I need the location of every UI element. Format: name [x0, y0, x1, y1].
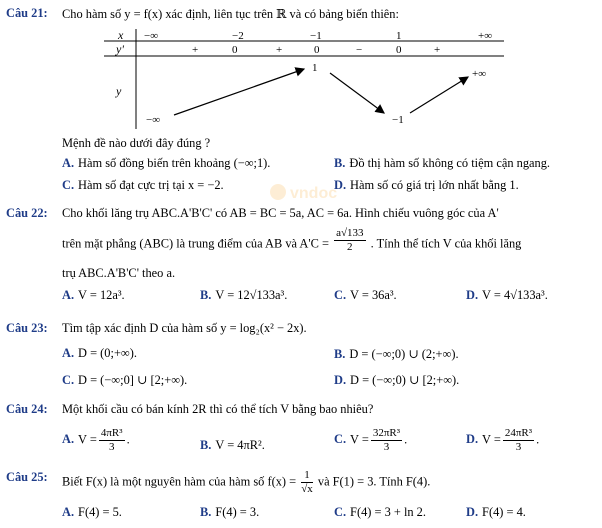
question-label: Câu 21: [6, 6, 48, 20]
variation-table [104, 29, 504, 129]
row-label-x: x [118, 29, 124, 42]
question-label: Câu 24: [6, 402, 48, 416]
option-d[interactable]: D. V = $\frac{\text{24πR³}}{3}$ . [466, 427, 540, 453]
row-label-y: y [116, 84, 122, 98]
fraction: $\frac{a√133}{2}$ [336, 227, 364, 253]
row-label-yprime: y' [116, 42, 124, 56]
option-d[interactable]: D. D = (−∞;0) ∪ [2;+∞). [334, 373, 460, 387]
x-value: +∞ [478, 30, 493, 42]
sign: 0 [396, 44, 402, 56]
sign: 0 [314, 44, 320, 56]
option-a[interactable]: A. D = (0;+∞). [62, 346, 137, 360]
sign: + [192, 44, 199, 56]
sign: 0 [232, 44, 238, 56]
y-value: 1 [312, 62, 318, 74]
question-stem-line: trên mặt phẳng (ABC) là trung điểm của AB và A'C = $\frac{a√133}{2}$ . Tính thể tích V của khối lăng [62, 227, 522, 253]
decrease-arrow [330, 73, 384, 113]
sign: + [434, 44, 441, 56]
x-value: −1 [310, 30, 322, 42]
option-a[interactable]: A. V = $\frac{\text{4πR³}}{3}$ . [62, 427, 130, 453]
option-a[interactable]: A. V = 12a³. [62, 288, 125, 302]
watermark-logo [268, 180, 358, 204]
question-label: Câu 23: [6, 321, 48, 335]
option-d[interactable]: D. Hàm số có giá trị lớn nhất bằng 1. [334, 178, 519, 192]
sign: − [356, 44, 363, 56]
y-value: +∞ [472, 68, 487, 80]
option-d[interactable]: D. F(4) = 4. [466, 505, 526, 519]
sign: + [276, 44, 283, 56]
question-label: Câu 25: [6, 470, 48, 484]
option-b[interactable]: B. V = 4πR². [200, 438, 265, 452]
option-c[interactable]: C. D = (−∞;0] ∪ [2;+∞). [62, 373, 188, 387]
fraction: $\frac{1}{√x}$ [301, 469, 313, 495]
option-b[interactable]: B. D = (−∞;0) ∪ (2;+∞). [334, 347, 459, 361]
question-prompt: Mệnh đề nào dưới đây đúng ? [62, 136, 211, 150]
x-value: 1 [396, 30, 402, 42]
option-a[interactable]: A. Hàm số đồng biến trên khoảng (−∞;1). [62, 156, 271, 170]
y-value: −1 [392, 114, 404, 126]
question-stem-line: Cho khối lăng trụ ABC.A'B'C' có AB = BC = 5a, AC = 6a. Hình chiếu vuông góc của A' [62, 206, 499, 220]
option-b[interactable]: B. F(4) = 3. [200, 505, 260, 519]
question-label: Câu 22: [6, 206, 48, 220]
option-c[interactable]: C. V = 36a³. [334, 288, 397, 302]
option-c[interactable]: C. Hàm số đạt cực trị tại x = −2. [62, 178, 224, 192]
option-a[interactable]: A. F(4) = 5. [62, 505, 122, 519]
option-d[interactable]: D. V = 4√133a³. [466, 288, 548, 302]
y-value: −∞ [146, 114, 161, 126]
option-c[interactable]: C. V = $\frac{\text{32πR³}}{3}$ . [334, 427, 408, 453]
question-stem: Cho hàm số y = f(x) xác định, liên tục trên ℝ và có bảng biến thiên: [62, 7, 399, 21]
option-b[interactable]: B. V = 12√133a³. [200, 288, 288, 302]
option-b[interactable]: B. Đồ thị hàm số không có tiệm cận ngang. [334, 156, 550, 170]
svg-text:vndoc: vndoc [290, 185, 338, 202]
x-value: −∞ [144, 30, 159, 42]
option-c[interactable]: C. F(4) = 3 + ln 2. [334, 505, 426, 519]
question-stem: Tìm tập xác định D của hàm số y = log₂(x² − 2x). [62, 321, 307, 335]
x-value: −2 [232, 30, 244, 42]
question-stem-line: trụ ABC.A'B'C' theo a. [62, 266, 176, 280]
increase-arrow [410, 77, 468, 113]
question-stem: Biết F(x) là một nguyên hàm của hàm số f(x) = $\frac{1}{√x}$ và F(1) = 3. Tính F(4). [62, 469, 431, 495]
increase-arrow [174, 69, 304, 115]
question-stem: Một khối cầu có bán kính 2R thì có thể tích V bằng bao nhiêu? [62, 402, 374, 416]
